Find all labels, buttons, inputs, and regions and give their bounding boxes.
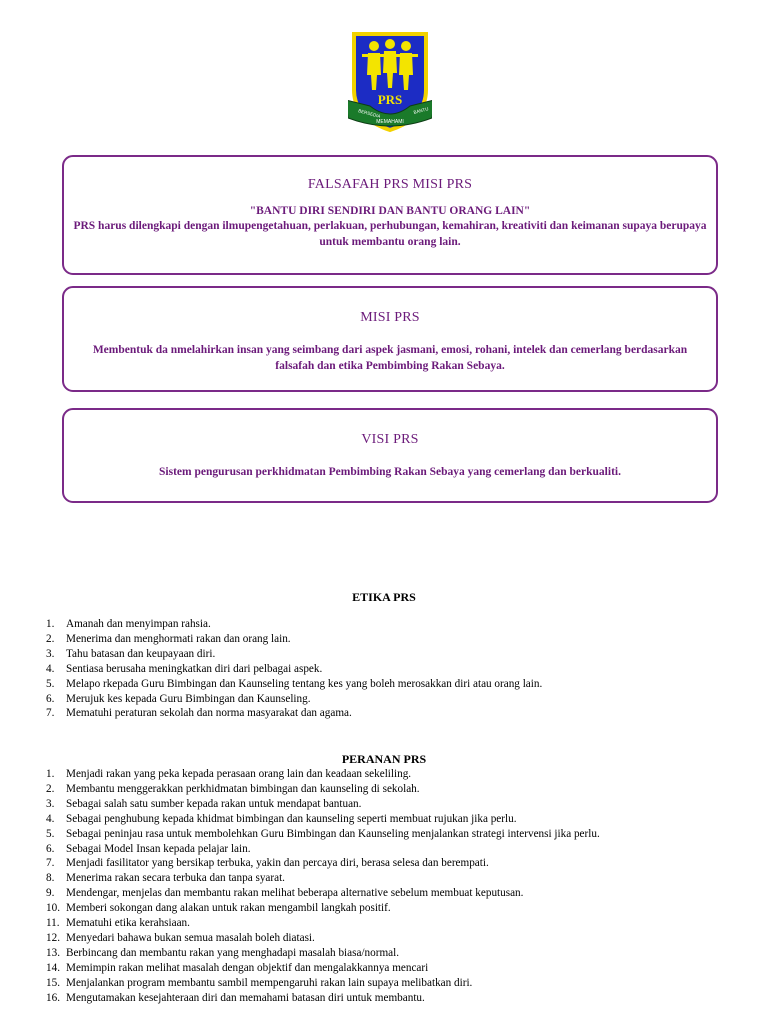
list-item: [30, 946, 730, 961]
list-item-number: 5.: [46, 827, 55, 840]
falsafah-quote: "BANTU DIRI SENDIRI DAN BANTU ORANG LAIN": [249, 205, 531, 217]
list-item-text: Menerima dan menghormati rakan dan orang lain.: [66, 632, 291, 645]
list-item-number: 10.: [46, 902, 60, 915]
list-item: [30, 812, 730, 827]
list-item: [30, 632, 730, 647]
list-item-text: Menyedari bahawa bukan semua masalah boleh diatasi.: [66, 931, 315, 944]
falsafah-box: [62, 155, 718, 275]
list-item-number: 4.: [46, 662, 55, 675]
list-item-text: Tahu batasan dan keupayaan diri.: [66, 647, 216, 660]
list-item-text: Sentiasa berusaha meningkatkan diri dari pelbagai aspek.: [66, 662, 323, 675]
svg-text:BANTU: BANTU: [412, 106, 430, 115]
list-item-number: 9.: [46, 887, 55, 900]
list-item-number: 1.: [46, 618, 55, 630]
list-item-number: 8.: [46, 872, 55, 885]
list-item-text: Melapo rkepada Guru Bimbingan dan Kaunseling tentang kes yang boleh merosakkan diri atau orang lain.: [66, 677, 543, 690]
list-item-text: Sebagai peninjau rasa untuk membolehkan Guru Bimbingan dan Kaunseling menjalankan strategi intervensi jika perlu.: [66, 827, 600, 840]
list-item-number: 3.: [46, 647, 55, 660]
visi-box: [62, 408, 718, 503]
list-item-number: 15.: [46, 976, 60, 989]
svg-text:BERSEDIA: BERSEDIA: [357, 108, 382, 119]
list-item: [30, 871, 730, 886]
list-item-text: Berbincang dan membantu rakan yang menghadapi masalah biasa/normal.: [66, 946, 400, 959]
list-item: [30, 931, 730, 946]
list-item-number: 12.: [46, 931, 60, 944]
falsafah-body: PRS harus dilengkapi dengan ilmupengetahuan, perlakuan, perhubungan, kemahiran, kreativiti dan keimanan supaya berupaya untuk membantu orang lain.: [73, 220, 707, 248]
list-item: [30, 647, 730, 662]
misi-body: Membentuk da nmelahirkan insan yang seimbang dari aspek jasmani, emosi, rohani, intelek dan cemerlang berdasarkan falsafah dan etika Pembimbing Rakan Sebaya.: [92, 344, 688, 372]
list-item-number: 13.: [46, 946, 60, 959]
prs-logo: [348, 30, 432, 134]
list-item: [30, 827, 730, 842]
list-item-number: 6.: [46, 692, 55, 705]
list-item-text: Mendengar, menjelas dan membantu rakan melihat beberapa alternative sebelum membuat keputusan.: [66, 887, 524, 900]
list-item-text: Membantu menggerakkan perkhidmatan bimbingan dan kaunseling di sekolah.: [66, 782, 420, 795]
prs-emblem-icon: [348, 30, 432, 134]
etika-list: [30, 617, 730, 721]
visi-body: Sistem pengurusan perkhidmatan Pembimbing Rakan Sebaya yang cemerlang dan berkualiti.: [159, 466, 621, 478]
list-item-number: 3.: [46, 797, 55, 810]
falsafah-title: FALSAFAH PRS MISI PRS: [307, 177, 473, 192]
list-item-text: Menerima rakan secara terbuka dan tanpa syarat.: [66, 872, 285, 885]
list-item-text: Memberi sokongan dang alakan untuk rakan mengambil langkah positif.: [66, 902, 391, 915]
list-item-text: Sebagai salah satu sumber kepada rakan untuk mendapat bantuan.: [66, 797, 362, 810]
list-item: [30, 692, 730, 707]
list-item: [30, 856, 730, 871]
list-item-text: Memimpin rakan melihat masalah dengan objektif dan mengalakkannya mencari: [66, 961, 429, 974]
list-item-text: Menjadi rakan yang peka kepada perasaan orang lain dan keadaan sekeliling.: [66, 768, 412, 780]
list-item: [30, 662, 730, 677]
list-item-number: 7.: [46, 707, 55, 720]
list-item: [30, 901, 730, 916]
list-item-number: 4.: [46, 812, 55, 825]
list-item-number: 14.: [46, 961, 60, 974]
list-item: [30, 991, 730, 1006]
list-item: [30, 617, 730, 632]
list-item-text: Amanah dan menyimpan rahsia.: [66, 618, 211, 630]
list-item-number: 5.: [46, 677, 55, 690]
misi-box: [62, 286, 718, 392]
list-item: [30, 886, 730, 901]
list-item-text: Menjalankan program membantu sambil mempengaruhi rakan lain supaya melibatkan diri.: [66, 976, 473, 989]
list-item: [30, 842, 730, 857]
list-item-text: Mengutamakan kesejahteraan diri dan memahami batasan diri untuk membantu.: [66, 991, 425, 1004]
list-item-text: Merujuk kes kepada Guru Bimbingan dan Kaunseling.: [66, 692, 311, 705]
list-item-number: 1.: [46, 768, 55, 780]
list-item-number: 2.: [46, 632, 55, 645]
list-item: [30, 677, 730, 692]
peranan-list: [30, 767, 730, 1006]
list-item: [30, 961, 730, 976]
peranan-title: PERANAN PRS: [341, 752, 427, 766]
list-item: [30, 767, 730, 782]
list-item-number: 7.: [46, 857, 55, 870]
list-item-number: 11.: [46, 917, 60, 930]
list-item: [30, 782, 730, 797]
list-item-text: Sebagai penghubung kepada khidmat bimbingan dan kaunseling seperti membuat rujukan jika perlu.: [66, 812, 517, 825]
list-item-text: Mematuhi peraturan sekolah dan norma masyarakat dan agama.: [66, 707, 352, 720]
list-item-text: Sebagai Model Insan kepada pelajar lain.: [66, 842, 251, 855]
list-item: [30, 706, 730, 721]
svg-text:MEMAHAMI: MEMAHAMI: [376, 119, 404, 125]
etika-title: ETIKA PRS: [352, 590, 416, 604]
list-item-text: Menjadi fasilitator yang bersikap terbuka, yakin dan percaya diri, berasa selesa dan berempati.: [66, 857, 489, 870]
misi-title: MISI PRS: [360, 310, 420, 325]
list-item-text: Mematuhi etika kerahsiaan.: [66, 917, 190, 930]
list-item: [30, 916, 730, 931]
list-item-number: 2.: [46, 782, 55, 795]
list-item: [30, 797, 730, 812]
list-item-number: 6.: [46, 842, 55, 855]
list-item-number: 16.: [46, 991, 60, 1004]
logo-text: PRS: [377, 92, 403, 107]
visi-title: VISI PRS: [361, 432, 419, 447]
list-item: [30, 976, 730, 991]
